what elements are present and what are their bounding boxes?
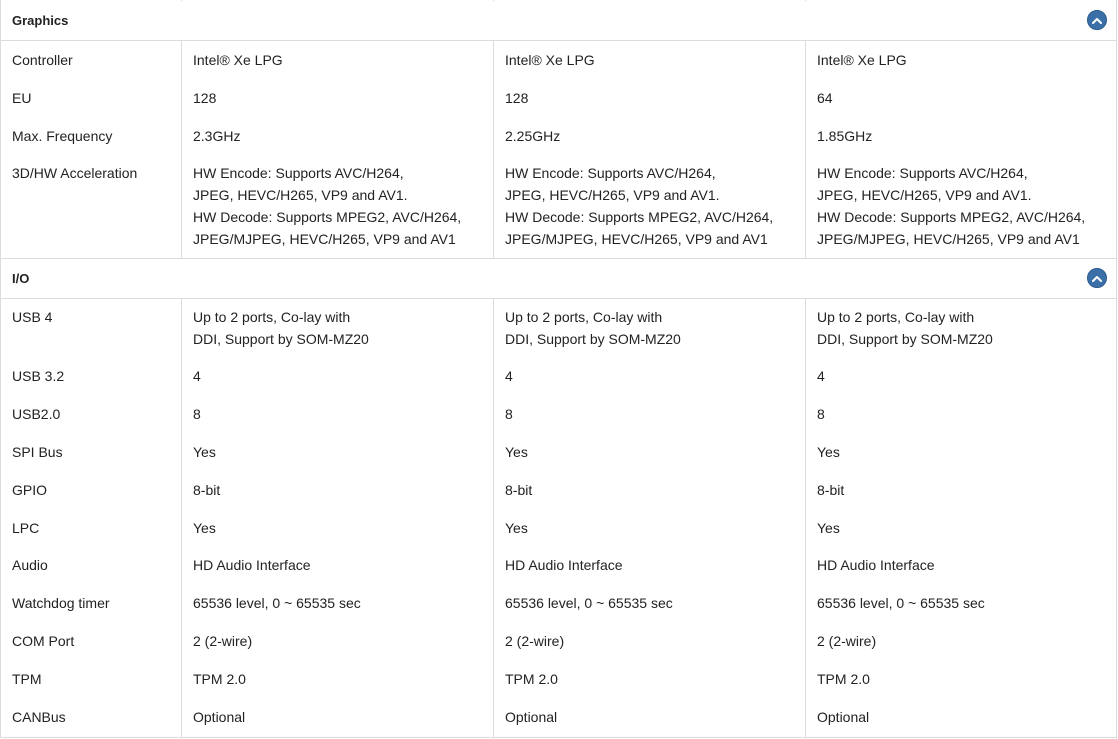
cell-line: HW Encode: Supports AVC/H264, (817, 165, 1028, 181)
cell-value: TPM 2.0 (505, 671, 558, 687)
cell-value: 8-bit (193, 482, 221, 498)
chevron-up-icon[interactable] (1087, 268, 1107, 288)
cell-value: TPM 2.0 (817, 671, 870, 687)
cell-value: 4 (505, 368, 513, 384)
cell-value: Yes (505, 444, 528, 460)
cell-line: HW Decode: Supports MPEG2, AVC/H264, (193, 209, 462, 225)
cell-value: Intel® Xe LPG (193, 52, 283, 68)
cell-value: 4 (817, 368, 825, 384)
cell-value: 65536 level, 0 ~ 65535 sec (505, 595, 673, 611)
row-label: GPIO (12, 482, 48, 498)
io-section-header[interactable] (1, 259, 1116, 299)
cell-value: 2 (2-wire) (817, 633, 877, 649)
cell-line: JPEG, HEVC/H265, VP9 and AV1. (817, 187, 1032, 203)
cell-line: JPEG, HEVC/H265, VP9 and AV1. (505, 187, 720, 203)
column-divider (181, 41, 182, 258)
cell-value: Intel® Xe LPG (505, 52, 595, 68)
chevron-up-icon[interactable] (1087, 10, 1107, 30)
cell-value: 128 (193, 90, 217, 106)
cell-value: Optional (817, 709, 870, 725)
cell-value: 2 (2-wire) (193, 633, 253, 649)
cell-value: 4 (193, 368, 201, 384)
row-label: Max. Frequency (12, 128, 113, 144)
cell-value: Yes (817, 444, 840, 460)
cell-value: Yes (193, 520, 216, 536)
cell-value: 65536 level, 0 ~ 65535 sec (817, 595, 985, 611)
cell-line: HW Encode: Supports AVC/H264, (193, 165, 404, 181)
cell-value: Yes (817, 520, 840, 536)
cell-line: HW Decode: Supports MPEG2, AVC/H264, (505, 209, 774, 225)
cell-value: 8 (505, 406, 513, 422)
cell-value: TPM 2.0 (193, 671, 246, 687)
cell-value: 8 (817, 406, 825, 422)
row-label: TPM (12, 671, 42, 687)
graphics-section-header[interactable] (1, 1, 1116, 41)
cell-line: DDI, Support by SOM-MZ20 (193, 331, 369, 347)
cell-line: Up to 2 ports, Co-lay with (505, 309, 663, 325)
cell-line: HW Decode: Supports MPEG2, AVC/H264, (817, 209, 1086, 225)
cell-value: Intel® Xe LPG (817, 52, 907, 68)
cell-value: 64 (817, 90, 833, 106)
cell-value: 2.25GHz (505, 128, 561, 144)
cell-line: DDI, Support by SOM-MZ20 (817, 331, 993, 347)
cell-value: 1.85GHz (817, 128, 873, 144)
column-divider (805, 41, 806, 258)
row-label: Controller (12, 52, 73, 68)
cell-value: HD Audio Interface (505, 557, 623, 573)
cell-value: 8-bit (817, 482, 845, 498)
row-label: Watchdog timer (12, 595, 110, 611)
column-divider (493, 299, 494, 737)
row-label: COM Port (12, 633, 75, 649)
cell-value: Optional (193, 709, 246, 725)
cell-line: DDI, Support by SOM-MZ20 (505, 331, 681, 347)
cell-line: JPEG/MJPEG, HEVC/H265, VP9 and AV1 (817, 231, 1080, 247)
section-title: I/O (12, 271, 30, 286)
cell-value: Optional (505, 709, 558, 725)
row-label: USB 4 (12, 309, 53, 325)
cell-value: 8 (193, 406, 201, 422)
column-divider (805, 299, 806, 737)
row-label: USB 3.2 (12, 368, 65, 384)
section-title: Graphics (12, 13, 69, 28)
cell-value: 2 (2-wire) (505, 633, 565, 649)
cell-line: JPEG/MJPEG, HEVC/H265, VP9 and AV1 (193, 231, 456, 247)
row-label: LPC (12, 520, 40, 536)
cell-value: 65536 level, 0 ~ 65535 sec (193, 595, 361, 611)
row-label: SPI Bus (12, 444, 63, 460)
cell-line: Up to 2 ports, Co-lay with (193, 309, 351, 325)
cell-value: 2.3GHz (193, 128, 241, 144)
cell-line: JPEG, HEVC/H265, VP9 and AV1. (193, 187, 408, 203)
column-divider (493, 41, 494, 258)
row-label: CANBus (12, 709, 66, 725)
cell-value: 128 (505, 90, 529, 106)
cell-value: Yes (505, 520, 528, 536)
cell-line: HW Encode: Supports AVC/H264, (505, 165, 716, 181)
cell-value: 8-bit (505, 482, 533, 498)
row-label: Audio (12, 557, 48, 573)
row-label: USB2.0 (12, 406, 61, 422)
cell-value: Yes (193, 444, 216, 460)
cell-value: HD Audio Interface (817, 557, 935, 573)
row-label: EU (12, 90, 32, 106)
cell-line: Up to 2 ports, Co-lay with (817, 309, 975, 325)
cell-line: JPEG/MJPEG, HEVC/H265, VP9 and AV1 (505, 231, 768, 247)
row-label: 3D/HW Acceleration (12, 165, 138, 181)
cell-value: HD Audio Interface (193, 557, 311, 573)
column-divider (181, 299, 182, 737)
